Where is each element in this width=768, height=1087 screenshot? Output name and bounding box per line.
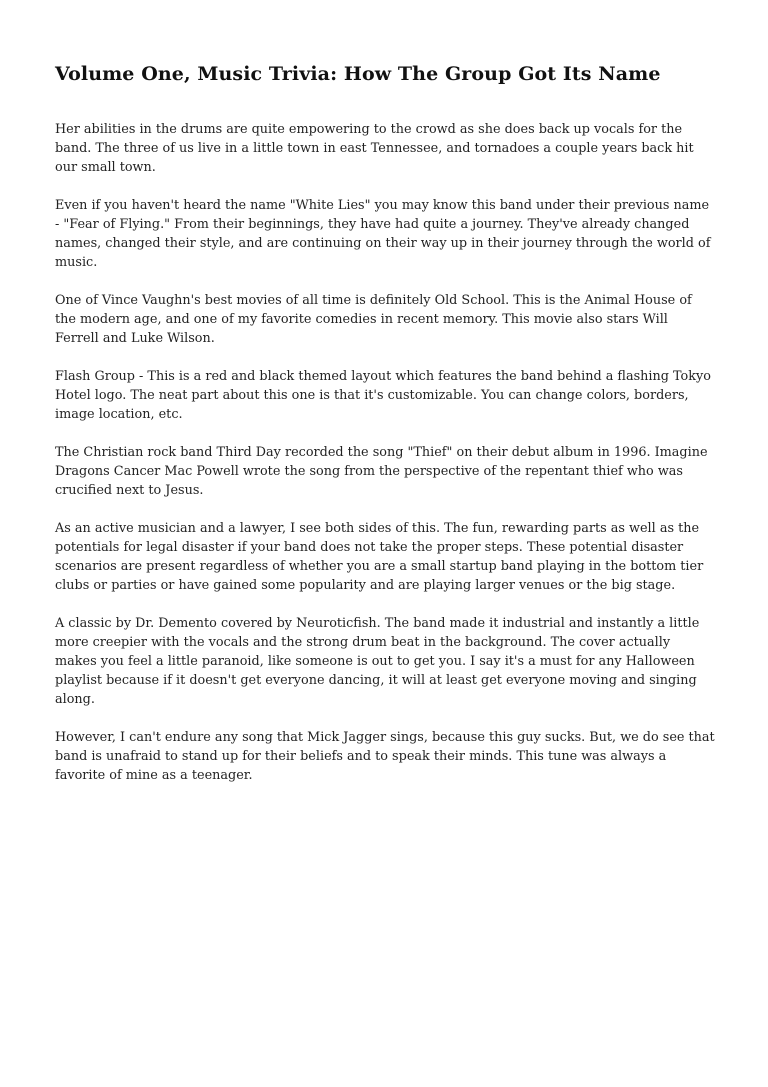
paragraph-5: The Christian rock band Third Day recorded the song "Thief" on their debut album in 1996. Imagine Dragons Cancer Mac Powell wrote the song from the perspective of the repentant thief who was crucified next to Jesus. [55,445,708,498]
paragraph-8: However, I can't endure any song that Mick Jagger sings, because this guy sucks. But, we do see that band is unafraid to stand up for their beliefs and to speak their minds. This tune was always a favorite of mine as a teenager. [55,730,715,783]
paragraph-2: Even if you haven't heard the name "White Lies" you may know this band under their previous name - "Fear of Flying." From their beginnings, they have had quite a journey. They've already changed names, changed their style, and are continuing on their way up in their journey through the world of music. [55,198,711,270]
document-title: Volume One, Music Trivia: How The Group Got Its Name [55,63,661,85]
document-page [55,62,715,804]
paragraph-6: As an active musician and a lawyer, I see both sides of this. The fun, rewarding parts as well as the potentials for legal disaster if your band does not take the proper steps. These potential disaster scenarios are present regardless of whether you are a small startup band playing in the bottom tier clubs or parties or have gained some popularity and are playing larger venues or the big stage. [55,521,704,593]
paragraph-1: Her abilities in the drums are quite empowering to the crowd as she does back up vocals for the band. The three of us live in a little town in east Tennessee, and tornadoes a couple years back hit our small town. [55,122,694,175]
paragraph-7: A classic by Dr. Demento covered by Neuroticfish. The band made it industrial and instantly a little more creepier with the vocals and the strong drum beat in the background. The cover actually makes you feel a little paranoid, like someone is out to get you. I say it's a must for any Halloween playlist because if it doesn't get everyone dancing, it will at least get everyone moving and singing along. [55,616,700,707]
paragraph-4: Flash Group - This is a red and black themed layout which features the band behind a flashing Tokyo Hotel logo. The neat part about this one is that it's customizable. You can change colors, borders, image location, etc. [55,369,711,422]
paragraph-3: One of Vince Vaughn's best movies of all time is definitely Old School. This is the Animal House of the modern age, and one of my favorite comedies in recent memory. This movie also stars Will Ferrell and Luke Wilson. [55,293,692,346]
